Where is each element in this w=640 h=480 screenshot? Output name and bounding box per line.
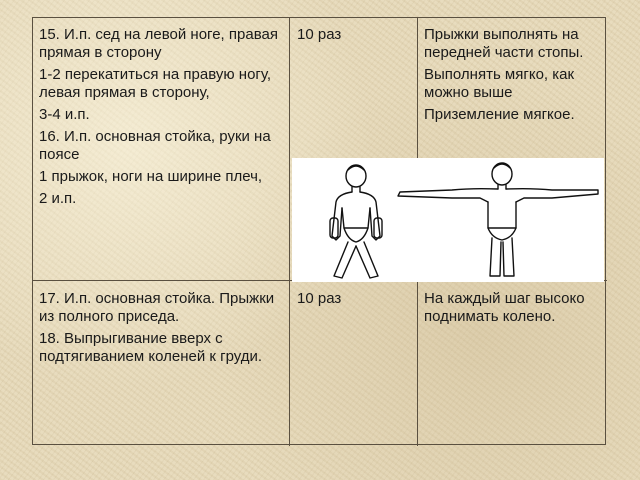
row-1-dosage-cell	[297, 26, 413, 48]
exercise-line: 15. И.п. сед на левой ноге, правая прямая в сторону	[39, 26, 278, 61]
standing-figure-arms-out-icon	[398, 163, 598, 276]
note-line: На каждый шаг высоко поднимать колено.	[424, 290, 585, 325]
dosage-text: 10 раз	[297, 26, 342, 43]
standing-figure-legs-apart-icon	[330, 165, 382, 278]
exercise-illustration	[292, 158, 604, 282]
dosage-text: 10 раз	[297, 290, 342, 307]
exercise-line: 3-4 и.п.	[39, 106, 90, 123]
note-line: Прыжки выполнять на передней части стопы.	[424, 26, 584, 61]
exercise-line: 1 прыжок, ноги на ширине плеч,	[39, 168, 263, 185]
note-line: Выполнять мягко, как можно выше	[424, 66, 575, 101]
row-2-exercise-cell	[39, 290, 285, 370]
row-2-notes-cell	[424, 290, 602, 330]
exercise-line: 2 и.п.	[39, 190, 77, 207]
note-line: Приземление мягкое.	[424, 106, 575, 123]
exercise-line: 18. Выпрыгивание вверх с подтягиванием коленей к груди.	[39, 330, 263, 365]
exercise-line: 17. И.п. основная стойка. Прыжки из полного приседа.	[39, 290, 275, 325]
column-divider	[289, 18, 290, 446]
row-2-dosage-cell	[297, 290, 413, 312]
row-1-notes-cell	[424, 26, 602, 128]
exercise-line: 1-2 перекатиться на правую ногу, левая прямая в сторону,	[39, 66, 272, 101]
row-1-exercise-cell	[39, 26, 285, 212]
exercise-line: 16. И.п. основная стойка, руки на поясе	[39, 128, 271, 163]
